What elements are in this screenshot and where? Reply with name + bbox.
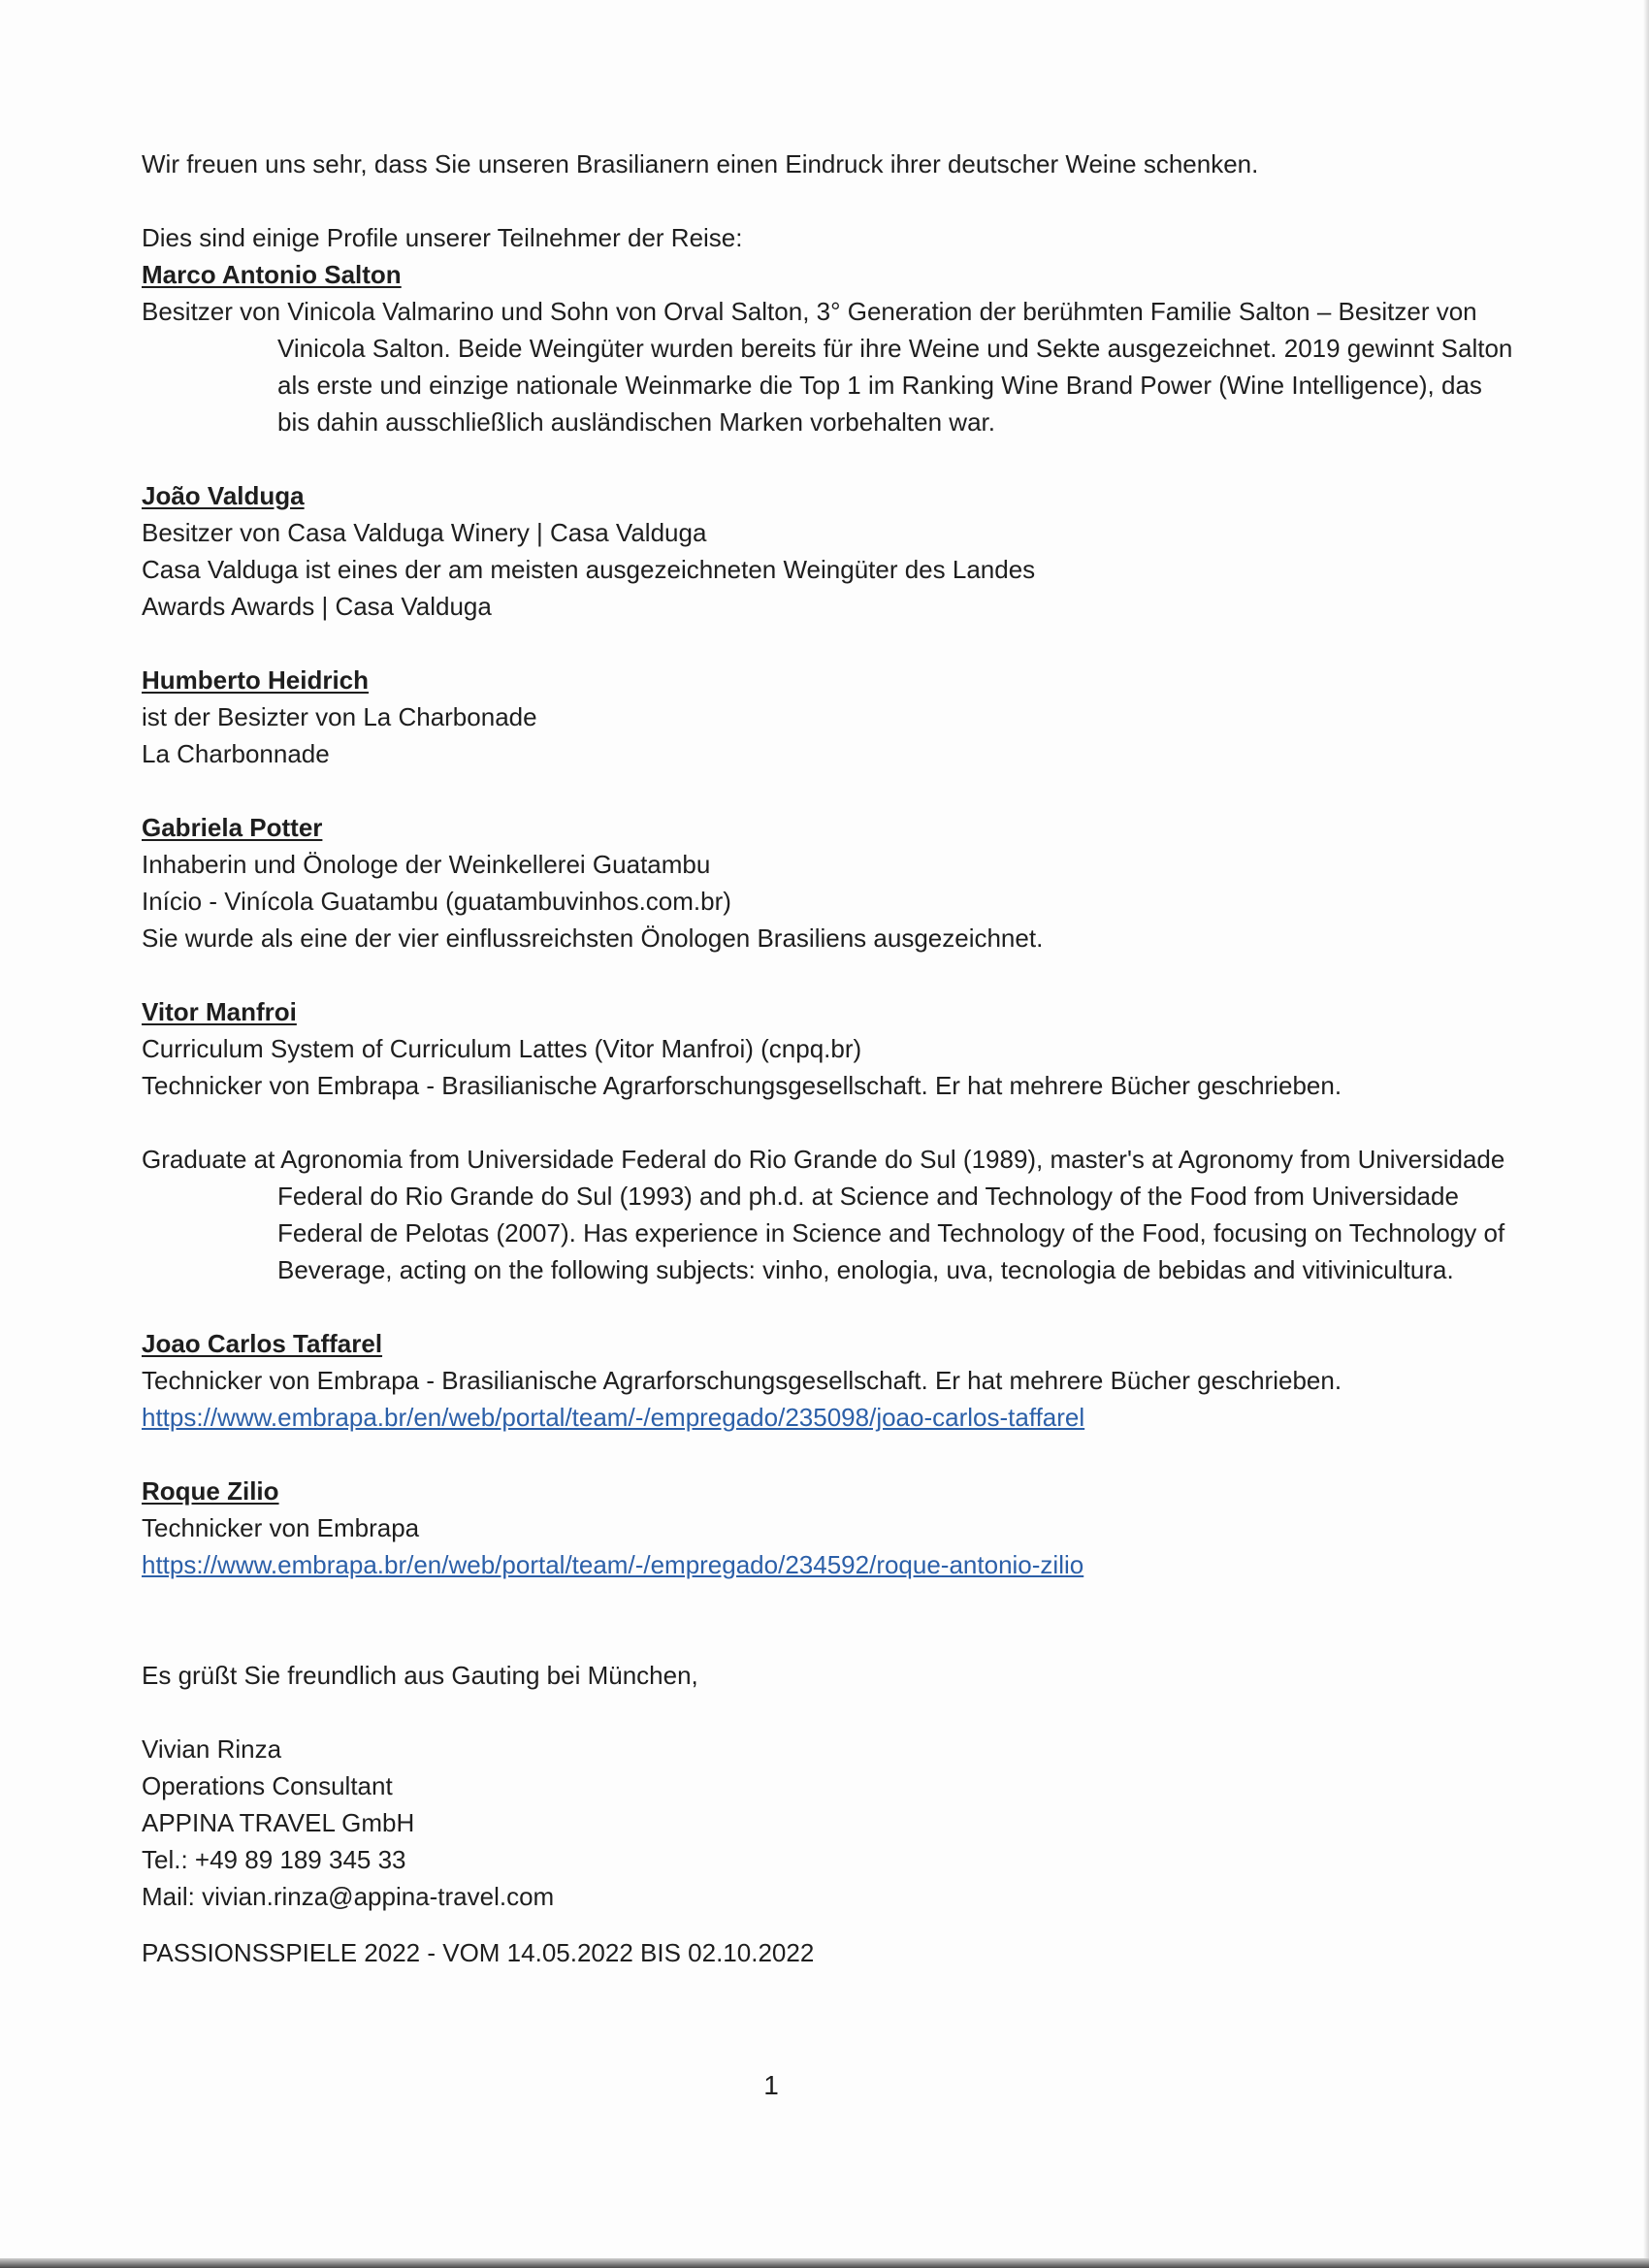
- signature-name: Vivian Rinza: [142, 1734, 282, 1764]
- profile-text: Sie wurde als eine der vier einflussreichsten Önologen Brasiliens ausgezeichnet.: [142, 923, 1044, 953]
- page-number: 1: [763, 2070, 779, 2100]
- footer-note: PASSIONSSPIELE 2022 - VOM 14.05.2022 BIS 02.10.2022: [142, 1938, 815, 1967]
- closing-text: Es grüßt Sie freundlich aus Gauting bei München,: [142, 1661, 698, 1690]
- profile-text: Technicker von Embrapa - Brasilianische Agrarforschungsgesellschaft. Er hat mehrere Bücher geschrieben.: [142, 1366, 1342, 1395]
- profile-joao-carlos-taffarel: [142, 1325, 1519, 1436]
- profile-text: Início - Vinícola Guatambu (guatambuvinhos.com.br): [142, 887, 731, 916]
- profile-text: Awards Awards | Casa Valduga: [142, 592, 492, 621]
- scan-edge: [0, 2258, 1649, 2268]
- profile-name: Vitor Manfroi: [142, 997, 297, 1026]
- scan-edge: [1643, 0, 1649, 2268]
- profile-name: Gabriela Potter: [142, 813, 323, 842]
- profile-text: Technicker von Embrapa - Brasilianische Agrarforschungsgesellschaft. Er hat mehrere Bücher geschrieben.: [142, 1071, 1342, 1100]
- profile-humberto-heidrich: [142, 662, 1519, 772]
- profile-joao-valduga: [142, 477, 1519, 625]
- signature-company: APPINA TRAVEL GmbH: [142, 1808, 415, 1837]
- profile-text: Inhaberin und Önologe der Weinkellerei Guatambu: [142, 850, 711, 879]
- profile-name: Humberto Heidrich: [142, 665, 370, 695]
- profile-vitor-manfroi: [142, 993, 1519, 1288]
- profile-name: Joao Carlos Taffarel: [142, 1329, 383, 1358]
- profile-gabriela-potter: [142, 809, 1519, 956]
- profile-name: João Valduga: [142, 481, 305, 510]
- profile-link[interactable]: https://www.embrapa.br/en/web/portal/team/-/empregado/235098/joao-carlos-taffarel: [142, 1403, 1085, 1432]
- letter-body: [142, 146, 1519, 1971]
- profile-text: Casa Valduga ist eines der am meisten ausgezeichneten Weingüter des Landes: [142, 555, 1036, 584]
- profile-bio: Graduate at Agronomia from Universidade Federal do Rio Grande do Sul (1989), master's at Agronomy from Universidade Federal do Rio Grande do Sul (1993) and ph.d. at Science and Technology of the Food from Universidade Federal de Pelotas (2007). Has experience in Science and Technology of the Food, focusing on Technology of Beverage, acting on the following subjects: vinho, enologia, uva, tecnologia de bebidas and vitivinicultura.: [142, 1145, 1505, 1284]
- profile-text: Technicker von Embrapa: [142, 1513, 420, 1542]
- signature-email: Mail: vivian.rinza@appina-travel.com: [142, 1882, 555, 1911]
- intro-text: Wir freuen uns sehr, dass Sie unseren Brasilianern einen Eindruck ihrer deutscher Weine schenken.: [142, 149, 1259, 178]
- signature-block: [142, 1731, 1519, 1915]
- profiles-heading: Dies sind einige Profile unserer Teilnehmer der Reise:: [142, 223, 743, 252]
- profile-text: Besitzer von Casa Valduga Winery | Casa Valduga: [142, 518, 707, 547]
- profile-text: La Charbonnade: [142, 739, 330, 768]
- profile-roque-zilio: [142, 1473, 1519, 1583]
- profile-text: Curriculum System of Curriculum Lattes (Vitor Manfroi) (cnpq.br): [142, 1034, 862, 1063]
- profile-link[interactable]: https://www.embrapa.br/en/web/portal/team/-/empregado/234592/roque-antonio-zilio: [142, 1550, 1084, 1579]
- profile-name: Roque Zilio: [142, 1476, 279, 1506]
- signature-title: Operations Consultant: [142, 1771, 393, 1800]
- profile-text: ist der Besizter von La Charbonade: [142, 702, 537, 731]
- signature-phone: Tel.: +49 89 189 345 33: [142, 1845, 406, 1874]
- profile-name: Marco Antonio Salton: [142, 260, 402, 289]
- profile-marco-antonio-salton: [142, 256, 1519, 440]
- profile-text: Besitzer von Vinicola Valmarino und Sohn von Orval Salton, 3° Generation der berühmten Familie Salton – Besitzer von Vinicola Salton. Beide Weingüter wurden bereits für ihre Weine und Sekte ausgezeichnet. 2019 gewinnt Salton als erste und einzige nationale Weinmarke die Top 1 im Ranking Wine Brand Power (Wine Intelligence), das bis dahin ausschließlich ausländischen Marken vorbehalten war.: [142, 297, 1513, 437]
